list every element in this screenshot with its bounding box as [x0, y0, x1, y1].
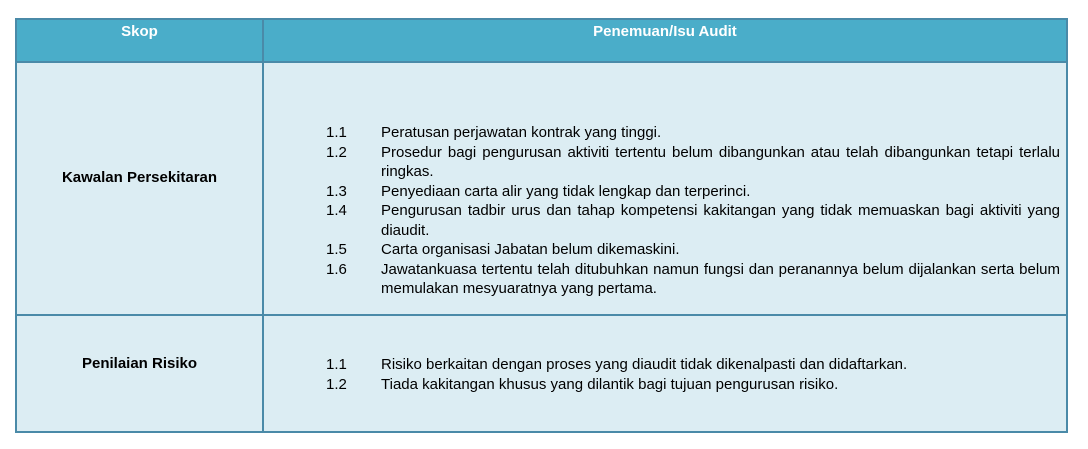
list-item — [326, 375, 1060, 395]
item-text: Penyediaan carta alir yang tidak lengkap dan terperinci. — [381, 182, 751, 200]
item-text: Pengurusan tadbir urus dan tahap kompetensi kakitangan yang tidak memuaskan bagi aktiviti yang diaudit. — [381, 202, 1060, 239]
scope-cell: Penilaian Risiko — [17, 316, 264, 431]
item-text: Risiko berkaitan dengan proses yang diaudit tidak dikenalpasti dan didaftarkan. — [381, 356, 908, 373]
item-number: 1.2 — [326, 143, 347, 161]
table-header — [17, 20, 1066, 63]
audit-findings-table — [15, 18, 1068, 433]
scope-cell: Kawalan Persekitaran — [17, 63, 264, 314]
item-number: 1.5 — [326, 241, 347, 258]
item-number: 1.3 — [326, 182, 347, 200]
item-number: 1.4 — [326, 202, 347, 219]
list-item — [326, 240, 1060, 260]
list-item — [326, 182, 1060, 202]
table-row — [17, 316, 1066, 431]
list-item — [326, 123, 1060, 143]
item-text: Jawatankuasa tertentu telah ditubuhkan namun fungsi dan peranannya belum dijalankan serta belum memulakan mesyuaratnya yang pertama. — [381, 260, 1060, 297]
list-item — [326, 201, 1060, 240]
item-text: Tiada kakitangan khusus yang dilantik bagi tujuan pengurusan risiko. — [381, 375, 839, 393]
findings-list — [264, 63, 1066, 314]
item-number: 1.2 — [326, 375, 347, 393]
list-item — [326, 143, 1060, 182]
table-row — [17, 63, 1066, 316]
list-item — [326, 260, 1060, 299]
item-text: Peratusan perjawatan kontrak yang tinggi. — [381, 124, 662, 141]
list-item — [326, 355, 1060, 375]
item-number: 1.6 — [326, 260, 347, 278]
findings-list — [264, 316, 1066, 431]
item-number: 1.1 — [326, 356, 347, 373]
item-number: 1.1 — [326, 124, 347, 141]
header-scope: Skop — [17, 20, 264, 61]
item-text: Prosedur bagi pengurusan aktiviti tertentu belum dibangunkan atau telah dibangunkan tetapi terlalu ringkas. — [381, 143, 1060, 180]
item-text: Carta organisasi Jabatan belum dikemaskini. — [381, 241, 680, 258]
header-findings: Penemuan/Isu Audit — [593, 23, 737, 40]
